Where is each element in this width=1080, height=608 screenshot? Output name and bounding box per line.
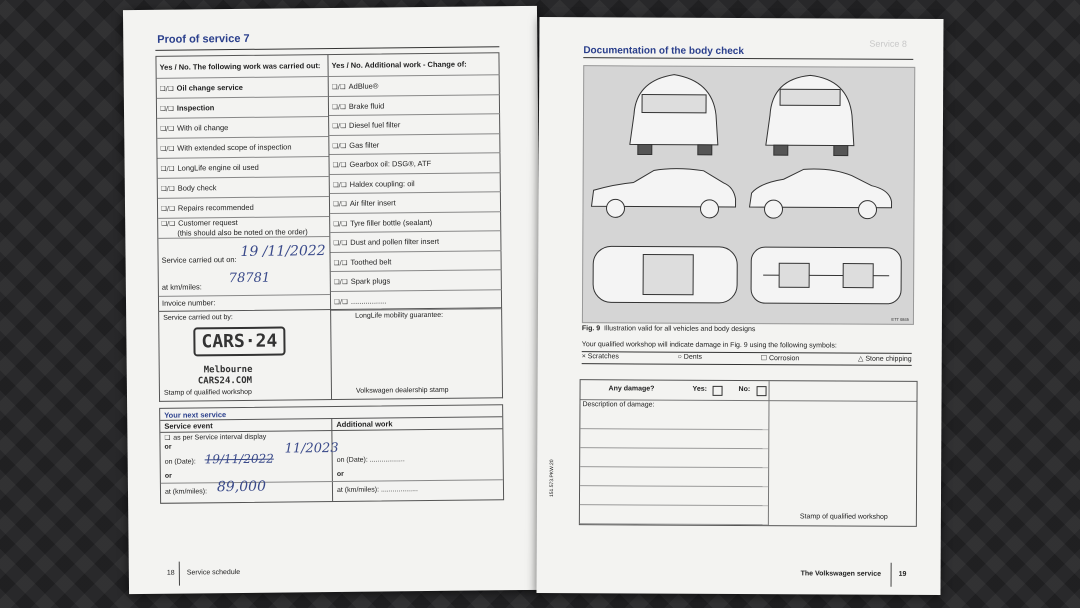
next-date-label: on (Date):: [164, 458, 196, 466]
right-item-row: [330, 192, 501, 213]
workshop-stamp-site: CARS24.COM: [197, 375, 253, 387]
left-item-label: LongLife engine oil used: [177, 162, 259, 173]
left-item-label: Oil change service: [176, 82, 243, 93]
left-page: [123, 6, 543, 594]
diagram-code: ETT 0845: [891, 316, 909, 322]
yes-no-checkbox[interactable]: ❑/❑: [160, 144, 175, 153]
left-item-row: [157, 117, 328, 139]
right-item-label: Haldex coupling: oil: [349, 178, 415, 189]
service-date-handwritten: 19 /11/2022: [240, 243, 326, 260]
right-item-row: [329, 114, 500, 135]
right-item-row: [329, 153, 500, 174]
km-handwritten: 78781: [228, 270, 271, 287]
footer-title-right: The Volkswagen service: [800, 570, 882, 578]
car-rear-view: [766, 75, 854, 145]
title-rule-right: [583, 57, 913, 60]
right-item-row: [329, 75, 500, 96]
right-page: [536, 17, 943, 595]
right-item-label: Gas filter: [349, 140, 380, 150]
yes-no-checkbox[interactable]: ❑/❑: [332, 180, 347, 189]
no-label: No:: [738, 385, 751, 394]
work-table: [155, 52, 502, 312]
left-item-sublabel: (this should also be noted on the order): [177, 227, 308, 238]
next-date-handwritten: 11/2023: [284, 440, 339, 457]
right-item-label: Dust and pollen filter insert: [350, 236, 440, 247]
damage-question-row: [581, 380, 917, 402]
next-km-right: at (km/miles): ...................: [336, 486, 418, 494]
yes-no-checkbox[interactable]: ❑/❑: [333, 277, 348, 286]
workshop-stamp-city: Melbourne: [203, 364, 253, 376]
right-item-row: [330, 231, 501, 252]
fig-label: Fig. 9: [581, 325, 601, 333]
right-item-label: Tyre filler bottle (sealant): [350, 217, 433, 228]
next-service-table: [159, 404, 504, 504]
no-checkbox[interactable]: [757, 386, 767, 396]
left-item-row: [158, 157, 329, 179]
yes-no-checkbox[interactable]: ❑/❑: [160, 164, 175, 173]
footer-page-number: 18: [166, 569, 175, 577]
left-item-row: [157, 77, 328, 99]
side-code: 151.573.PKW.20: [548, 459, 556, 498]
vw-stamp-label: Volkswagen dealership stamp: [355, 386, 449, 395]
right-item-label: Gearbox oil: DSG®, ATF: [349, 158, 432, 169]
right-item-label: .................: [350, 295, 387, 306]
ghost-title: Service 8: [869, 38, 907, 49]
yes-label: Yes:: [692, 385, 707, 393]
yes-no-checkbox[interactable]: ❑/❑: [161, 219, 176, 228]
stamp-divider: [330, 310, 332, 400]
yes-no-checkbox[interactable]: ❑/❑: [332, 199, 347, 208]
invoice-label: Invoice number:: [161, 298, 216, 308]
next-km-label: at (km/miles):: [164, 488, 208, 496]
right-item-row: [331, 251, 502, 272]
yes-no-checkbox[interactable]: ❑/❑: [332, 160, 347, 169]
right-item-label: Spark plugs: [350, 276, 391, 286]
damage-line[interactable]: [580, 429, 768, 449]
yes-no-checkbox[interactable]: ❑/❑: [333, 297, 348, 306]
interval-checkbox[interactable]: ❑: [164, 433, 171, 442]
title-rule: [155, 46, 499, 51]
car-outlines: [583, 66, 914, 324]
interval-label: as per Service interval display: [173, 433, 267, 442]
or-label-2: or: [164, 472, 172, 480]
footer-page-number-right: 19: [898, 570, 907, 578]
any-damage-label: Any damage?: [608, 385, 655, 393]
left-item-row: [157, 137, 328, 159]
left-item-row: [158, 217, 329, 239]
right-item-label: Brake fluid: [348, 100, 385, 111]
right-item-row: [329, 134, 500, 155]
damage-line[interactable]: [580, 486, 768, 506]
description-label: Description of damage:: [582, 401, 655, 409]
damage-table: [579, 379, 918, 527]
longlife-label: LongLife mobility guarantee:: [355, 311, 444, 320]
page-title-right: Documentation of the body check: [583, 45, 744, 58]
yes-checkbox[interactable]: [713, 386, 723, 396]
symbol-scratches: × Scratches: [581, 353, 619, 361]
yes-no-checkbox[interactable]: ❑/❑: [160, 124, 175, 133]
km-field: [159, 271, 330, 297]
yes-no-checkbox[interactable]: ❑/❑: [331, 102, 346, 111]
symbols-row: [582, 353, 912, 363]
left-item-label: Repairs recommended: [177, 202, 254, 213]
yes-no-checkbox[interactable]: ❑/❑: [332, 121, 347, 130]
right-item-label: Diesel fuel filter: [348, 120, 401, 130]
damage-line[interactable]: [580, 505, 768, 525]
or-label-right: or: [336, 470, 344, 478]
yes-no-checkbox[interactable]: ❑/❑: [159, 104, 174, 113]
or-label-1: or: [164, 443, 172, 451]
left-item-row: [158, 177, 329, 199]
additional-work-header: Additional work: [336, 419, 393, 429]
carried-out-by-label: Service carried out by:: [163, 314, 233, 322]
right-item-label: AdBlue®: [348, 81, 379, 91]
damage-line[interactable]: [580, 410, 768, 430]
next-date-struck: 19/11/2022: [204, 451, 274, 467]
yes-no-checkbox[interactable]: ❑/❑: [331, 82, 346, 92]
instruction-text: Your qualified workshop will indicate damage in Fig. 9 using the following symbols:: [581, 341, 837, 350]
damage-line[interactable]: [580, 448, 768, 468]
symbols-rule: [582, 363, 912, 366]
stamp-label-right: Stamp of qualified workshop: [799, 513, 888, 521]
yes-no-checkbox[interactable]: ❑/❑: [160, 204, 175, 213]
right-item-row: [329, 95, 500, 116]
fig-caption: Illustration valid for all vehicles and body designs: [604, 325, 756, 334]
footer-divider-right: [891, 563, 892, 587]
stamp-label: Stamp of qualified workshop: [163, 388, 252, 397]
page-title: Proof of service 7: [157, 32, 250, 46]
km-label: at km/miles:: [161, 282, 202, 292]
next-km-handwritten: 89,000: [216, 478, 267, 496]
yes-no-checkbox[interactable]: ❑/❑: [160, 184, 175, 193]
service-event-header: Service event: [164, 421, 213, 431]
footer-title: Service schedule: [186, 568, 241, 577]
stamp-area: [158, 308, 503, 402]
workshop-stamp-logo: CARS·24: [193, 327, 285, 357]
left-item-label: Inspection: [176, 103, 215, 113]
right-item-row: [330, 173, 501, 194]
next-service-header: Your next service: [164, 410, 227, 420]
next-date-right: on (Date): ..................: [336, 456, 405, 464]
left-item-label: Body check: [177, 183, 217, 193]
right-item-row: [331, 270, 502, 291]
yes-no-checkbox[interactable]: ❑/❑: [333, 219, 348, 228]
yes-no-checkbox[interactable]: ❑/❑: [333, 258, 348, 267]
service-date-label: Service carried out on:: [161, 255, 237, 265]
body-check-diagram: [582, 65, 915, 325]
left-item-row: [158, 197, 329, 219]
right-item-label: Toothed belt: [350, 256, 392, 267]
yes-no-checkbox[interactable]: ❑/❑: [159, 84, 174, 93]
right-item-label: Air filter insert: [349, 198, 396, 208]
left-item-label: With oil change: [177, 123, 229, 133]
yes-no-checkbox[interactable]: ❑/❑: [332, 141, 347, 150]
col-left-header: Yes / No. The following work was carried out:: [156, 55, 327, 79]
symbol-dents: ○ Dents: [677, 353, 703, 361]
footer-divider: [179, 562, 180, 586]
symbol-corrosion: ☐ Corrosion: [760, 355, 800, 363]
col-right-header: Yes / No. Additional work - Change of:: [328, 53, 499, 77]
left-item-row: [157, 97, 328, 119]
left-item-label: With extended scope of inspection: [177, 142, 292, 153]
yes-no-checkbox[interactable]: ❑/❑: [333, 238, 348, 247]
symbol-stone-chipping: △ Stone chipping: [858, 355, 912, 363]
damage-line[interactable]: [580, 467, 768, 487]
right-item-row: [330, 212, 501, 233]
left-item-label: Customer request: [177, 217, 238, 228]
